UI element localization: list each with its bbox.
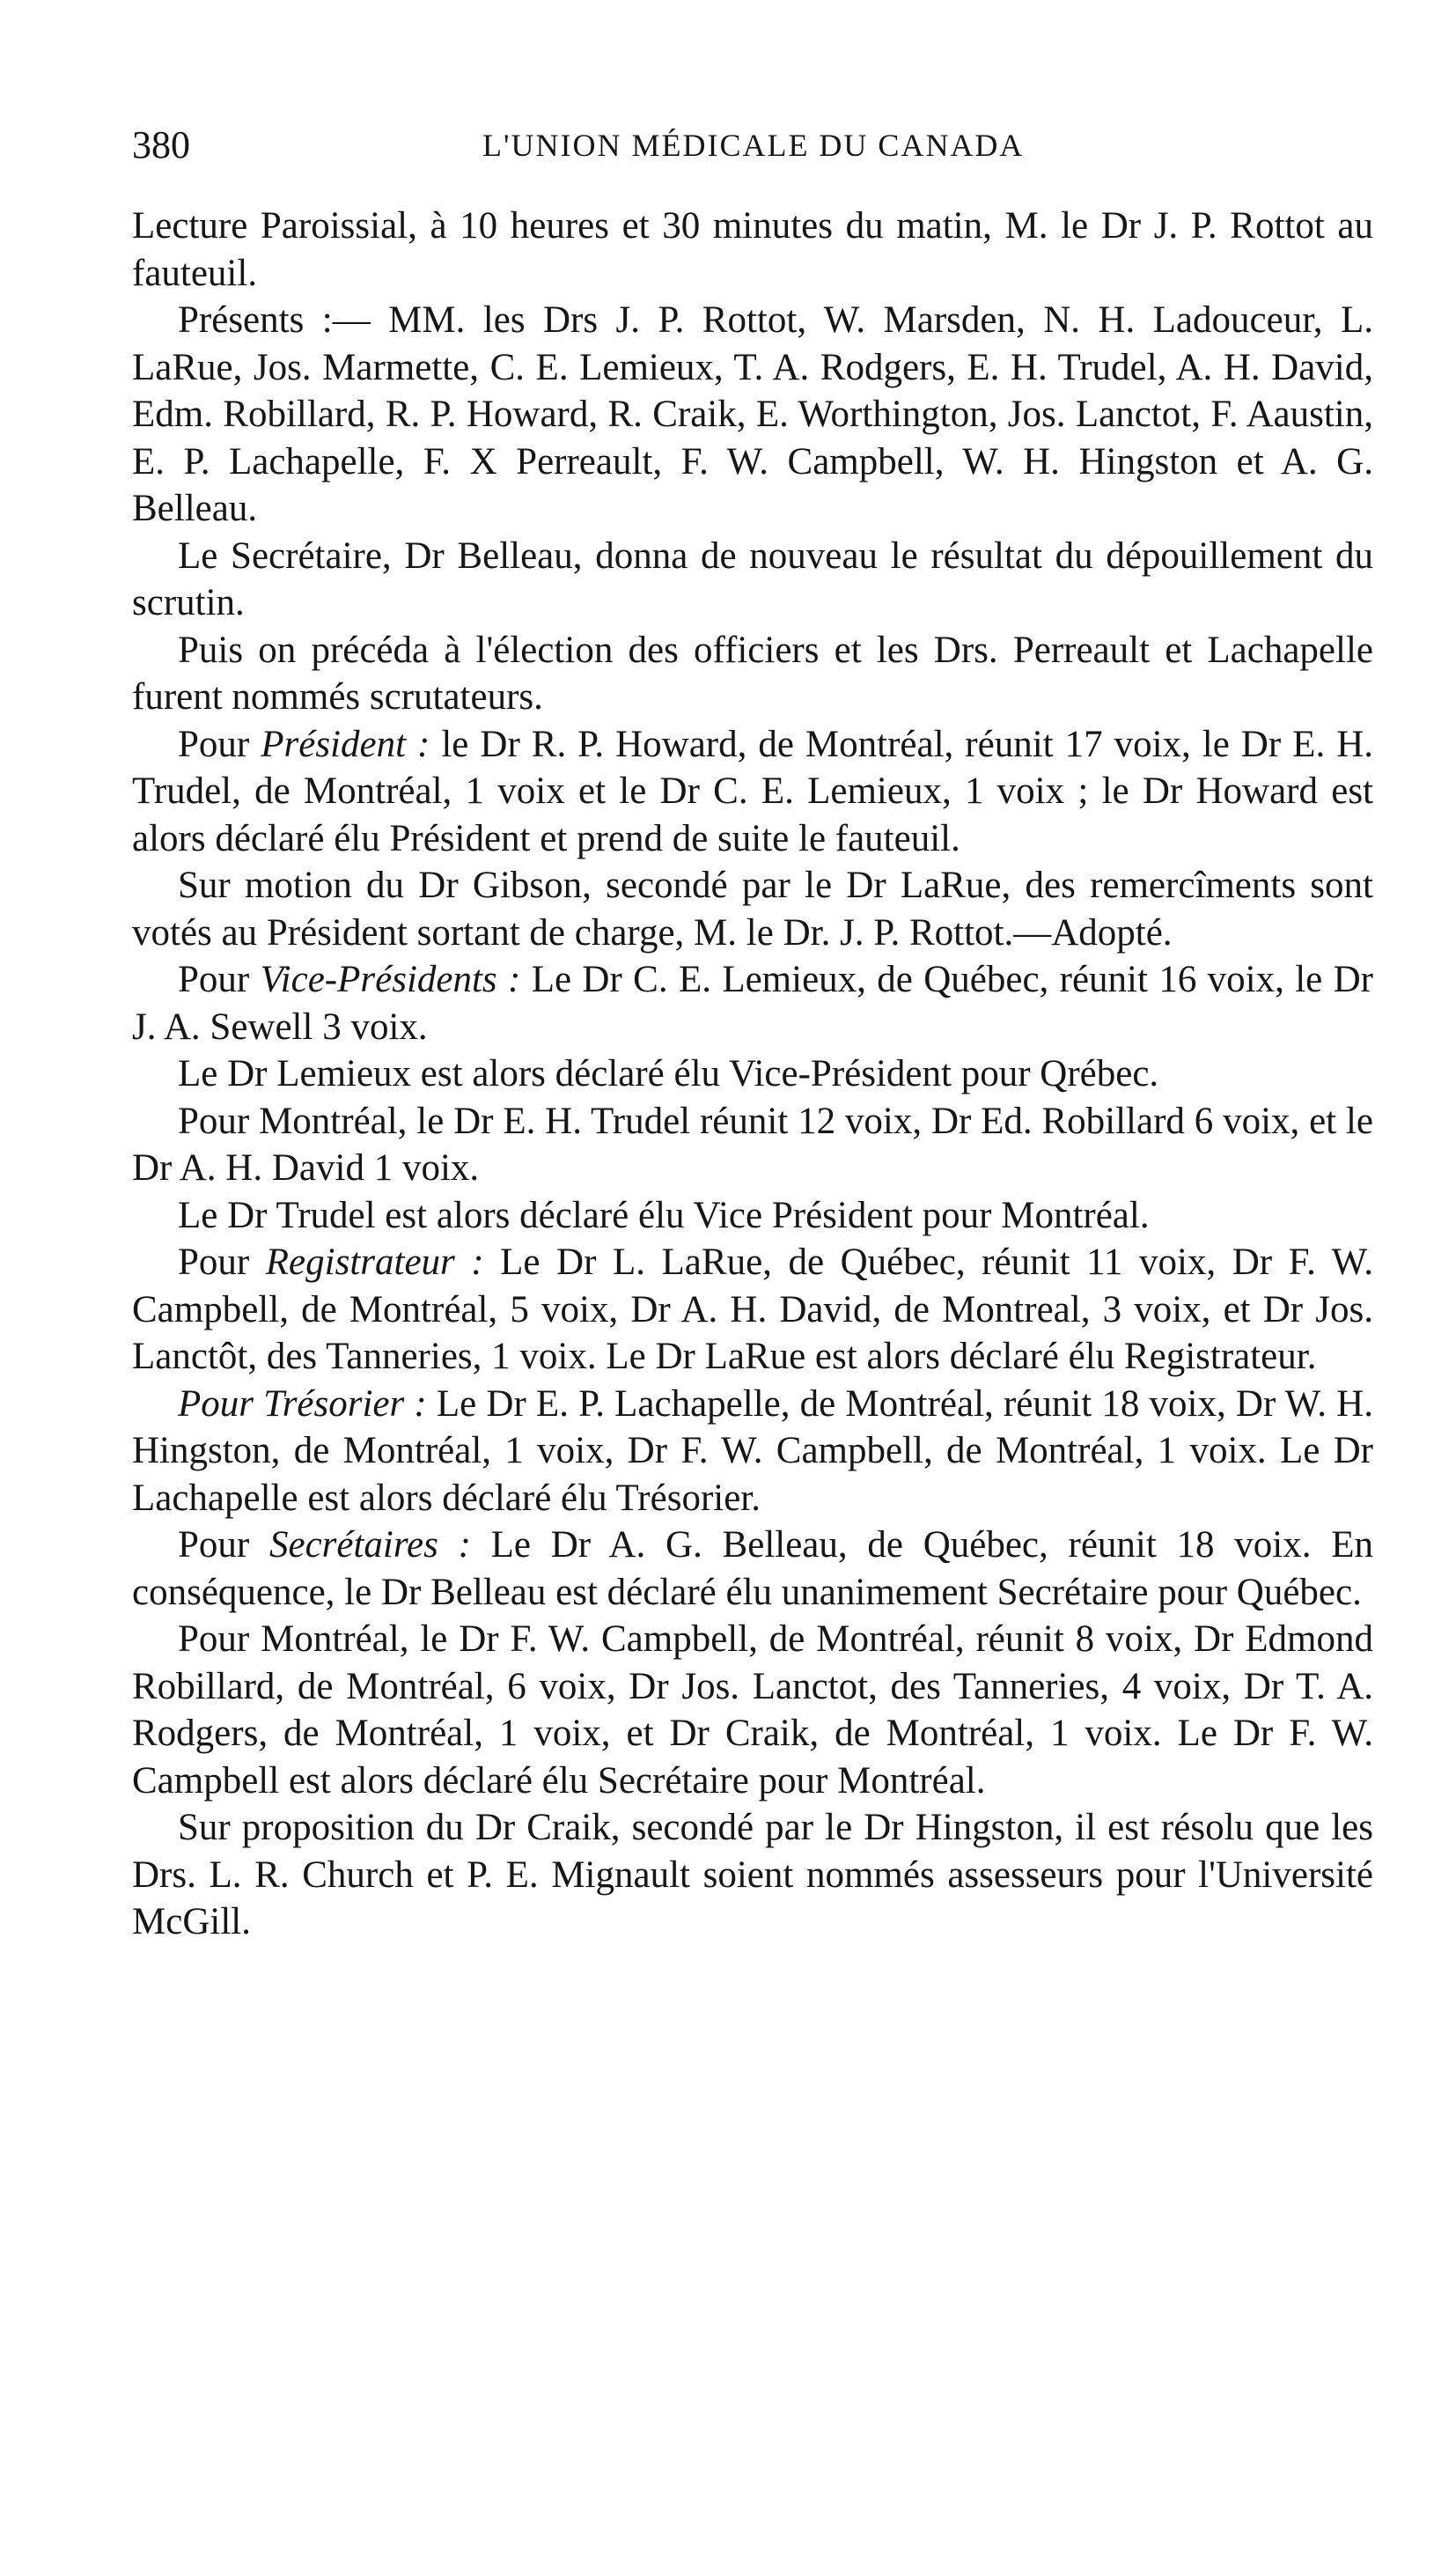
paragraph-body: le Dr R. P. Howard, de Montréal, réunit 17 voix, le Dr E. H. Trudel, de Montréal, 1 voix et le Dr C. E. Lemieux, 1 voix ; le Dr Howard est alors déclaré élu Président et prend de suite le fauteuil. [132,723,1373,859]
paragraph-thanks-motion: Sur motion du Dr Gibson, secondé par le Dr LaRue, des remercîments sont votés au Président sortant de charge, M. le Dr. J. P. Rottot.—Adopté. [132,865,1373,954]
paragraph-session-opening: Lecture Paroissial, à 10 heures et 30 minutes du matin, M. le Dr J. P. Rottot au fauteuil. [132,205,1373,294]
paragraph-secretary-montreal: Pour Montréal, le Dr F. W. Campbell, de Montréal, réunit 8 voix, Dr Edmond Robillard, de Montréal, 6 voix, Dr Jos. Lanctot, des Tanneries, 4 voix, Dr T. A. Rodgers, de Montréal, 1 voix, et Dr Craik, de Montréal, 1 voix. Le Dr F. W. Campbell est alors déclaré élu Secrétaire pour Montréal. [132,1618,1373,1802]
page-number: 380 [132,123,190,166]
paragraph-body: Le Dr C. E. Lemieux, de Québec, réunit 16 voix, le Dr J. A. Sewell 3 voix. [132,959,1374,1048]
office-title-president: Président : [261,723,430,765]
minutes-text [132,203,1373,1946]
paragraph-vice-president-montreal: Pour Montréal, le Dr E. H. Trudel réunit 12 voix, Dr Ed. Robillard 6 voix, et le Dr A. H. David 1 voix. [132,1100,1373,1189]
paragraph-body: Le Dr A. G. Belleau, de Québec, réunit 18 voix. En conséquence, le Dr Belleau est déclaré élu unanimement Secrétaire pour Québec. [132,1524,1373,1613]
paragraph-lead: Pour [178,1524,269,1566]
journal-title: L'UNION MÉDICALE DU CANADA [482,128,1025,163]
paragraph-lead: Pour [178,1242,266,1283]
paragraph-lemieux-elected: Le Dr Lemieux est alors déclaré élu Vice-Président pour Qrébec. [178,1053,1159,1094]
office-title-vice-presidents: Vice-Présidents : [260,959,521,1000]
paragraph-registrar-election [132,1239,1373,1381]
paragraph-lead: Pour [178,959,261,1000]
paragraph-secretary-quebec [132,1522,1373,1616]
paragraph-treasurer-election [132,1381,1373,1522]
paragraph-mcgill-assessors: Sur proposition du Dr Craik, secondé par le Dr Hingston, il est résolu que les Drs. L. R. Church et P. E. Mignault soient nommés assesseurs pour l'Université McGill. [132,1807,1373,1942]
paragraph-scrutineers: Puis on précéda à l'élection des officiers et les Drs. Perreault et Lachapelle furent nommés scrutateurs. [132,629,1373,718]
paragraph-body: Le Dr E. P. Lachapelle, de Montréal, réunit 18 voix, Dr W. H. Hingston, de Montréal, 1 voix, Dr F. W. Campbell, de Montréal, 1 voix. Le Dr Lachapelle est alors déclaré élu Trésorier. [132,1382,1373,1519]
paragraph-ballot-result: Le Secrétaire, Dr Belleau, donna de nouveau le résultat du dépouillement du scrutin. [132,534,1373,623]
running-head [132,119,1100,172]
paragraph-president-election [132,721,1373,863]
office-title-treasurer: Pour Trésorier : [178,1382,427,1425]
paragraph-body: Le Dr L. LaRue, de Québec, réunit 11 voix, Dr F. W. Campbell, de Montréal, 5 voix, Dr A. H. David, de Montreal, 3 voix, et Dr Jos. Lanctôt, des Tanneries, 1 voix. Le Dr LaRue est alors déclaré élu Registrateur. [132,1242,1373,1377]
office-title-registrar: Registrateur : [265,1242,484,1283]
paragraph-vice-president-quebec [132,956,1373,1050]
office-title-secretaries: Secrétaires : [268,1524,471,1566]
paragraph-lead: Pour [178,723,261,765]
paragraph-attendees: Présents :— MM. les Drs J. P. Rottot, W. Marsden, N. H. Ladouceur, L. LaRue, Jos. Marmette, C. E. Lemieux, T. A. Rodgers, E. H. Trudel, A. H. David, Edm. Robillard, R. P. Howard, R. Craik, E. Worthington, Jos. Lanctot, F. Aaustin, E. P. Lachapelle, F. X Perreault, F. W. Campbell, W. H. Hingston et A. G. Belleau. [132,299,1373,529]
paragraph-trudel-elected: Le Dr Trudel est alors déclaré élu Vice Président pour Montréal. [178,1194,1150,1236]
